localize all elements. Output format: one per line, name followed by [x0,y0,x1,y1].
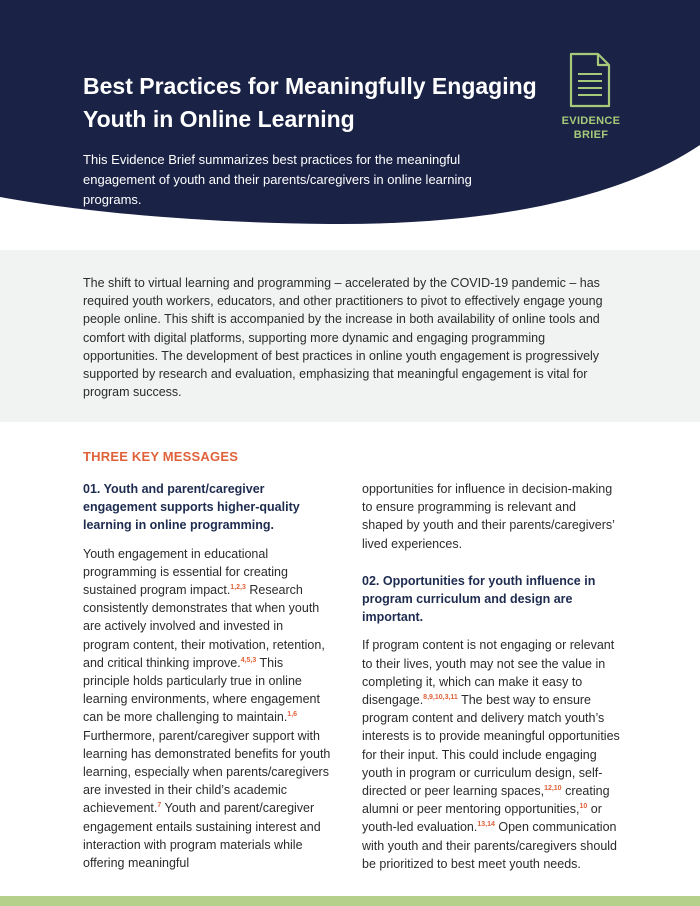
citation-ref: 7 [157,802,162,810]
message-2-body [362,636,620,873]
body-text: Furthermore, parent/caregiver support with learning has demonstrated benefits for youth learning, especially when parents/caregivers are invested in their child’s academic achievement. [83,728,331,816]
citation-ref: 10 [579,803,588,811]
badge-line-1: EVIDENCE [561,115,621,127]
citation-ref: 1,2,3 [230,584,246,592]
header-banner [0,0,700,250]
citation-ref: 8,9,10,3,11 [423,694,458,702]
message-1-body [83,545,333,873]
document-icon [568,52,612,108]
body-text: Research consistently demonstrates that when youth are actively involved and invested in program content, their motivation, retention, and critical thinking improve. [83,583,325,670]
key-messages-heading: THREE KEY MESSAGES [83,449,239,464]
body-text: Youth and parent/caregiver engagement entails sustaining interest and interaction with program materials while offering meaningful [83,801,321,871]
citation-ref: 12,10 [544,785,562,793]
body-text: The best way to ensure program content and delivery match youth’s interests is to provide meaningful opportunities for their input. This could include engaging youth in program or curriculum design, self-directed or peer learning spaces, [362,693,620,799]
body-text: Youth engagement in educational programming is essential for creating sustained program impact. [83,546,288,598]
body-text: Open communication with youth and their parents/caregivers should be prioritized to best meet youth needs. [362,820,618,871]
intro-text: This Evidence Brief summarizes best practices for the meaningful engagement of youth and their parents/caregivers in online learning programs. [83,152,472,207]
body-text: or youth-led evaluation. [362,802,602,835]
right-column [362,480,620,873]
footer-bar [0,896,700,906]
citation-ref: 1,6 [287,711,298,719]
message-1-heading: 01. Youth and parent/caregiver engagement supports higher-quality learning in online programming. [83,482,300,533]
citation-ref: 13,14 [477,821,495,829]
left-column [83,480,333,872]
body-text: creating alumni or peer mentoring opportunities, [362,784,610,817]
body-text: If program content is not engaging or relevant to their lives, youth may not see the value in completing it, which can make it easy to disengage. [362,638,615,708]
badge-line-2: BRIEF [573,129,609,141]
evidence-brief-badge [550,114,632,142]
message-2-heading: 02. Opportunities for youth influence in program curriculum and design are important. [362,573,596,625]
overview-paragraph: The shift to virtual learning and programming – accelerated by the COVID-19 pandemic – has required youth workers, educators, and other practitioners to pivot to effectively engage young people online. This shift is accompanied by the increase in both availability of online tools and comfort with digital platforms, supporting more dynamic and engaging programming opportunities. The development of best practices in online youth engagement is progressively supported by research and evaluation, emphasizing that meaningful engagement is vital for program success. [83,276,603,400]
page-title: Best Practices for Meaningfully Engaging Youth in Online Learning [83,73,537,132]
body-text: This principle holds particularly true in online learning environments, where engagement can be more challenging to maintain. [83,655,320,725]
citation-ref: 4,5,3 [240,656,257,664]
message-1-body-continued: opportunities for influence in decision-making to ensure programming is relevant and shaped by youth and their parents/caregivers’ lived experiences. [362,482,615,551]
